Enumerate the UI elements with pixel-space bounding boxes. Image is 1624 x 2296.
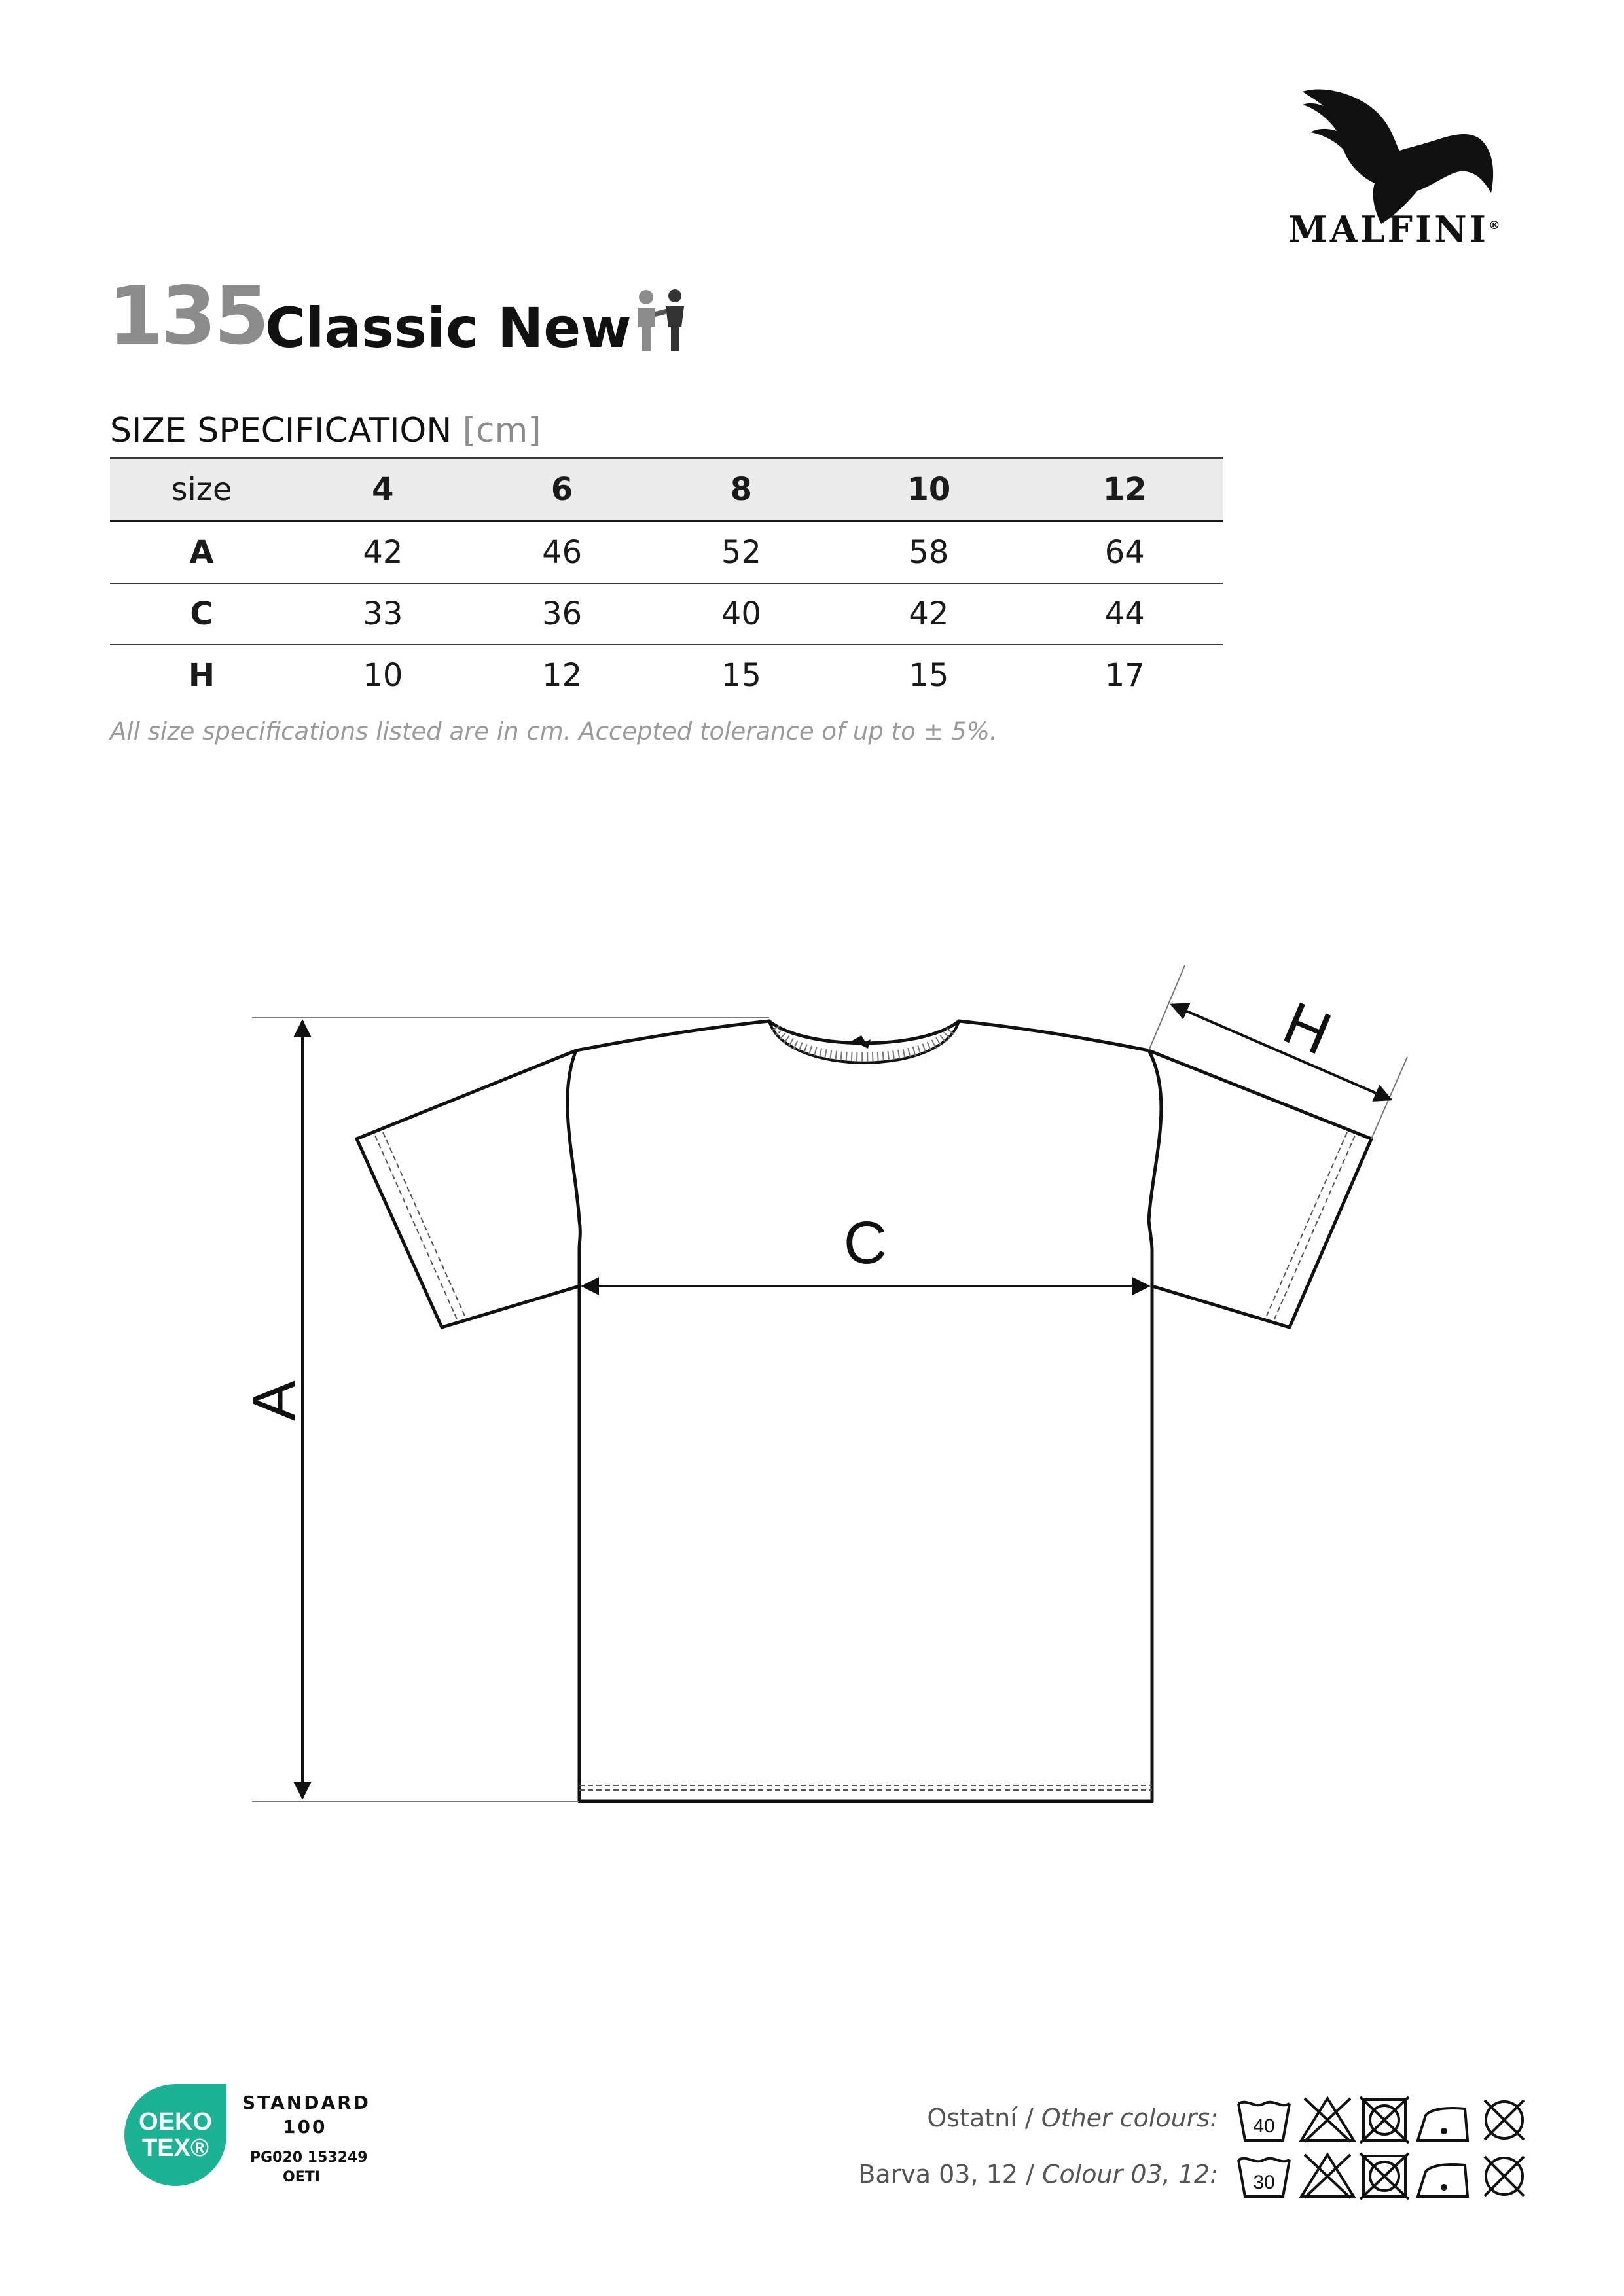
table-cell: 42 [363, 534, 403, 571]
table-cell: 40 [721, 596, 761, 632]
brand-wordmark: MALFINI® [1288, 208, 1503, 250]
measure-c-label: C [843, 1210, 888, 1276]
wash-tub-icon [1238, 2159, 1290, 2197]
size-column-header: 8 [730, 471, 753, 508]
size-table [110, 457, 1223, 706]
neck-label-logo [852, 1035, 871, 1049]
svg-text:TEX®: TEX® [142, 2134, 209, 2162]
table-row [110, 521, 1223, 583]
size-header-label: size [171, 471, 232, 508]
tshirt-outline [357, 1021, 1371, 1801]
measure-label: H [188, 657, 215, 694]
no-tumble-dry-icon [1360, 2097, 1409, 2143]
no-dry-clean-icon [1485, 2100, 1524, 2140]
table-cell: 64 [1104, 534, 1145, 571]
table-cell: 36 [542, 596, 583, 632]
kids-icon [632, 288, 691, 353]
svg-text:30: 30 [1253, 2172, 1275, 2193]
care-icons-row [1236, 2094, 1530, 2147]
table-cell: 17 [1104, 657, 1145, 694]
table-row [110, 645, 1223, 706]
no-tumble-dry-icon [1360, 2153, 1409, 2199]
wash-tub-icon [1238, 2102, 1290, 2140]
table-cell: 33 [363, 596, 403, 632]
size-column-header: 10 [907, 471, 951, 508]
care-label-colour-03-12: Barva 03, 12 / Colour 03, 12: [858, 2160, 1218, 2189]
table-cell: 12 [542, 657, 583, 694]
table-cell: 44 [1104, 596, 1145, 632]
table-cell: 46 [542, 534, 583, 571]
oeko-tex-logo [123, 2083, 228, 2187]
care-icons-row [1236, 2151, 1530, 2203]
oeko-certificate-number: PG020 153249 [250, 2149, 368, 2166]
size-column-header: 6 [550, 471, 573, 508]
care-label-other-colours: Ostatní / Other colours: [927, 2104, 1218, 2132]
size-spec-title: SIZE SPECIFICATION [cm] [110, 411, 541, 450]
measure-h-label: H [1274, 989, 1341, 1068]
no-bleach-icon [1301, 2155, 1354, 2198]
product-name: Classic New [265, 296, 632, 360]
oeko-institute: OETI [283, 2169, 320, 2185]
oeko-standard-number: 100 [283, 2116, 327, 2138]
tolerance-note: All size specifications listed are in cm. Accepted tolerance of up to ± 5%. [110, 717, 998, 745]
measure-label: C [190, 596, 213, 632]
table-cell: 15 [909, 657, 949, 694]
oeko-standard: STANDARD [242, 2092, 370, 2113]
size-column-header: 4 [372, 471, 394, 508]
table-cell: 10 [363, 657, 403, 694]
tshirt-diagram [0, 916, 1624, 1833]
table-cell: 42 [909, 596, 949, 632]
measure-a-label: A [241, 1380, 308, 1421]
no-bleach-icon [1301, 2098, 1354, 2142]
table-cell: 15 [721, 657, 761, 694]
size-column-header: 12 [1102, 471, 1147, 508]
size-header-row [110, 458, 1223, 521]
svg-text:OEKO: OEKO [139, 2108, 212, 2136]
measure-a-line [252, 1018, 769, 1801]
svg-text:40: 40 [1253, 2115, 1275, 2137]
iron-icon [1418, 2108, 1468, 2140]
product-code: 135 [108, 270, 267, 363]
table-cell: 52 [721, 534, 761, 571]
iron-icon [1418, 2164, 1468, 2197]
table-row [110, 583, 1223, 645]
table-cell: 58 [909, 534, 949, 571]
no-dry-clean-icon [1485, 2157, 1524, 2196]
measure-label: A [189, 534, 214, 571]
